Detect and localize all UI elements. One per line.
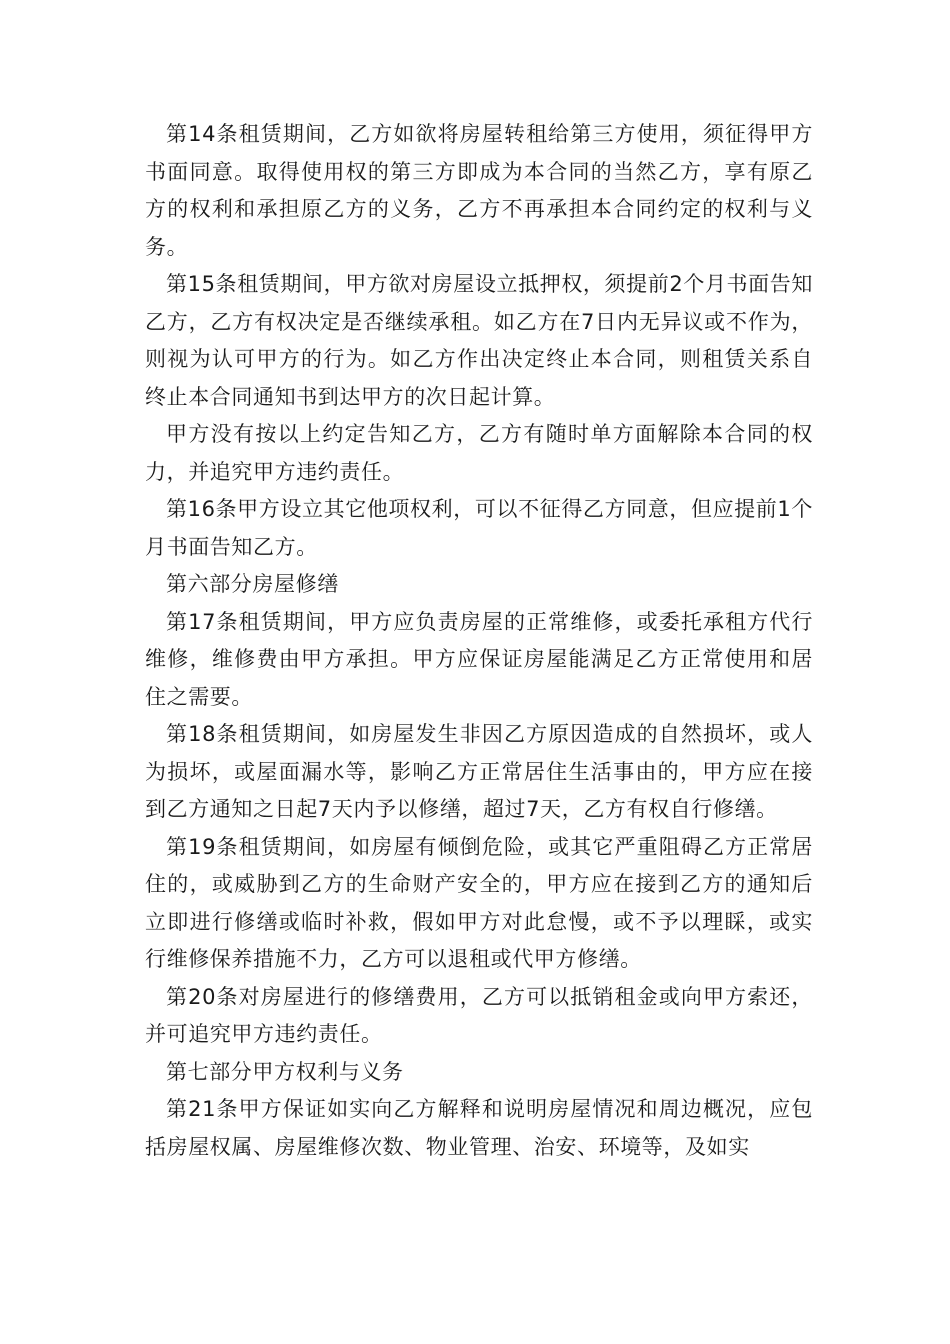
section-heading-part-7: 第七部分甲方权利与义务 [166, 1059, 404, 1084]
clause-16: 第16条甲方设立其它他项权利，可以不征得乙方同意，但应提前1个月书面告知乙方。 [145, 497, 813, 559]
clause-15-supplement: 甲方没有按以上约定告知乙方，乙方有随时单方面解除本合同的权力，并追究甲方违约责任。 [145, 422, 813, 484]
clause-17: 第17条租赁期间，甲方应负责房屋的正常维修，或委托承租方代行维修，维修费由甲方承担。甲方应保证房屋能满足乙方正常使用和居住之需要。 [145, 609, 813, 709]
clause-15: 第15条租赁期间，甲方欲对房屋设立抵押权，须提前2个月书面告知乙方，乙方有权决定是否继续承租。如乙方在7日内无异议或不作为，则视为认可甲方的行为。如乙方作出决定终止本合同，则租赁关系自终止本合同通知书到达甲方的次日起计算。 [145, 272, 813, 409]
clause-14: 第14条租赁期间，乙方如欲将房屋转租给第三方使用，须征得甲方书面同意。取得使用权的第三方即成为本合同的当然乙方，享有原乙方的权利和承担原乙方的义务，乙方不再承担本合同约定的权利与义务。 [145, 122, 813, 259]
clause-19: 第19条租赁期间，如房屋有倾倒危险，或其它严重阻碍乙方正常居住的，或威胁到乙方的生命财产安全的，甲方应在接到乙方的通知后立即进行修缮或临时补救，假如甲方对此怠慢，或不予以理睬，或实行维修保养措施不力，乙方可以退租或代甲方修缮。 [145, 834, 813, 971]
clause-18: 第18条租赁期间，如房屋发生非因乙方原因造成的自然损坏，或人为损坏，或屋面漏水等，影响乙方正常居住生活事由的，甲方应在接到乙方通知之日起7天内予以修缮，超过7天，乙方有权自行修缮。 [145, 722, 813, 821]
section-heading-part-6: 第六部分房屋修缮 [166, 572, 339, 596]
clause-21: 第21条甲方保证如实向乙方解释和说明房屋情况和周边概况，应包括房屋权属、房屋维修次数、物业管理、治安、环境等，及如实 [145, 1097, 813, 1159]
clause-20: 第20条对房屋进行的修缮费用，乙方可以抵销租金或向甲方索还，并可追究甲方违约责任。 [145, 984, 813, 1046]
document-body [145, 116, 813, 1166]
